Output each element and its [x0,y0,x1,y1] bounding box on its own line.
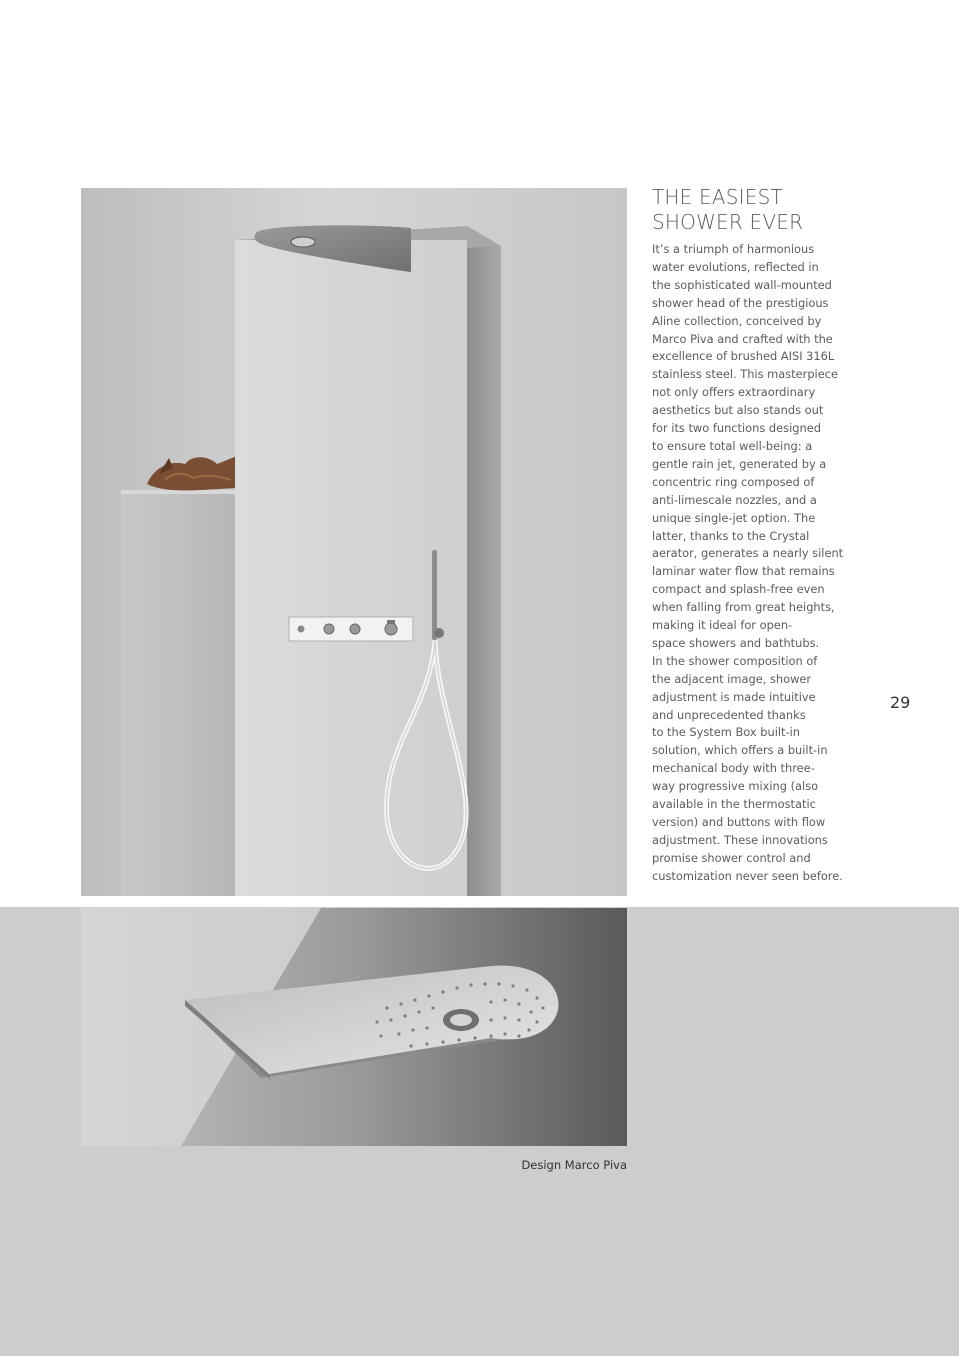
body-line: laminar water flow that remains [652,564,835,579]
article-title [652,185,912,235]
body-line: making it ideal for open- [652,618,793,633]
body-line: concentric ring composed of [652,474,815,489]
shower-head-detail-photo [81,908,627,1146]
body-line: way progressive mixing (also [652,779,819,794]
body-line: adjustment is made intuitive [652,689,816,704]
body-line: version) and buttons with flow [652,815,826,829]
article-title-line: THE EASIEST [652,185,783,209]
body-line: to the System Box built-in [652,725,801,740]
body-line: water evolutions, reflected in [652,259,819,274]
body-line: shower head of the prestigious [652,295,829,310]
body-line: customization never seen before. [652,868,843,883]
body-line: anti-limescale nozzles, and a [652,492,817,507]
body-line: gentle rain jet, generated by a [652,456,827,471]
body-line: the sophisticated wall-mounted [652,277,832,292]
body-line: Marco Piva and crafted with the [652,331,833,346]
shower-column-photo [81,188,627,896]
body-line: It’s a triumph of harmonious [652,242,815,256]
body-line: aerator, generates a nearly silent [652,546,844,561]
body-line: Aline collection, conceived by [652,313,822,328]
body-line: unique single-jet option. The [652,510,816,525]
body-line: excellence of brushed AISI 316L [652,349,835,364]
article-body [652,241,882,886]
body-line: latter, thanks to the Crystal [652,528,810,543]
body-line: for its two functions designed [652,421,821,436]
body-line: when falling from great heights, [652,600,835,615]
body-line: aesthetics but also stands out [652,403,824,418]
body-line: solution, which offers a built-in [652,743,828,758]
body-line: In the shower composition of [652,653,818,668]
page-number: 29 [890,693,911,712]
body-line: adjustment. These innovations [652,832,828,847]
design-credit-caption: Design Marco Piva [521,1158,627,1172]
body-line: to ensure total well-being: a [652,438,813,453]
article-title-line: SHOWER EVER [652,210,804,234]
body-line: available in the thermostatic [652,797,816,812]
body-line: promise shower control and [652,850,811,865]
body-line: compact and splash-free even [652,582,825,597]
body-line: stainless steel. This masterpiece [652,367,838,382]
body-line: space showers and bathtubs. [652,635,820,650]
body-line: and unprecedented thanks [652,707,806,722]
body-line: mechanical body with three- [652,761,815,776]
body-line: the adjacent image, shower [652,671,812,686]
body-line: not only offers extraordinary [652,385,816,400]
